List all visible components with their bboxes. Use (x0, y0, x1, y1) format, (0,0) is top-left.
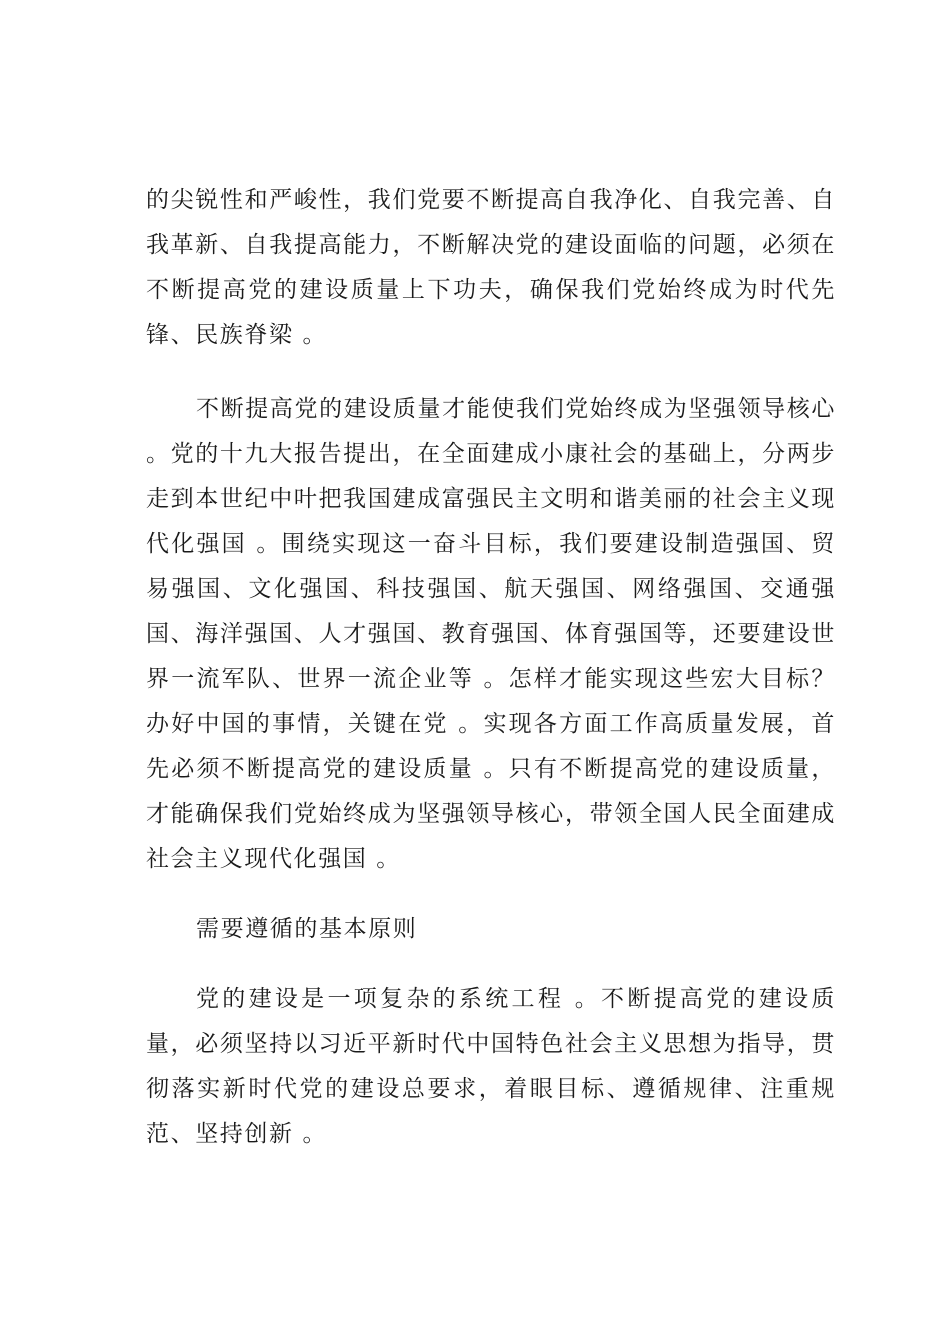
paragraph-continuation: 的尖锐性和严峻性，我们党要不断提高自我净化、自我完善、自我革新、自我提高能力，不断解决党的建设面临的问题，必须在不断提高党的建设质量上下功夫，确保我们党始终成为时代先锋、民族脊梁 。 (146, 187, 836, 348)
document-body (146, 178, 836, 1157)
section-heading: 需要遵循的基本原则 (196, 916, 418, 942)
paragraph-leadership-core: 不断提高党的建设质量才能使我们党始终成为坚强领导核心 。党的十九大报告提出，在全面建成小康社会的基础上，分两步走到本世纪中叶把我国建成富强民主文明和谐美丽的社会主义现代化强国 。围绕实现这一奋斗目标，我们要建设制造强国、贸易强国、文化强国、科技强国、航天强国、网络强国、交通强国、海洋强国、人才强国、教育强国、体育强国等，还要建设世界一流军队、世界一流企业等 。怎样才能实现这些宏大目标？办好中国的事情，关键在党 。实现各方面工作高质量发展，首先必须不断提高党的建设质量 。只有不断提高党的建设质量，才能确保我们党始终成为坚强领导核心，带领全国人民全面建成社会主义现代化强国 。 (146, 396, 836, 872)
paragraph-principles: 党的建设是一项复杂的系统工程 。不断提高党的建设质量，必须坚持以习近平新时代中国特色社会主义思想为指导，贯彻落实新时代党的建设总要求，着眼目标、遵循规律、注重规范、坚持创新 。 (146, 986, 836, 1147)
